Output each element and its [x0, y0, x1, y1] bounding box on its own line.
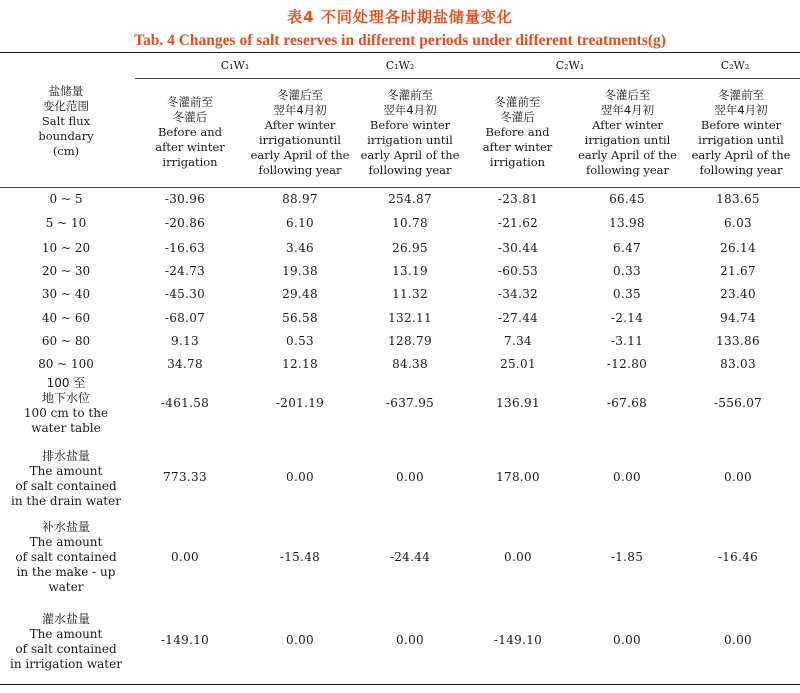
table-cell: 0.00 [396, 470, 424, 484]
row-label [0, 287, 132, 302]
table-cell: -15.48 [279, 550, 321, 564]
row-label-line: 10 ~ 20 [41, 241, 91, 255]
row-label-line: 补水盐量 [41, 520, 90, 534]
header-rule [0, 187, 800, 188]
table-cell: 7.34 [504, 334, 532, 348]
table-caption-cn: 表4 不同处理各时期盐储量变化 [287, 8, 513, 26]
table-cell: 13.19 [392, 264, 428, 278]
row-label [0, 264, 132, 279]
first-column-header: 盐储量 变化范围 Salt flux boundary (cm) [38, 84, 94, 158]
table-cell: -68.07 [164, 311, 206, 325]
table-cell: -45.30 [164, 287, 206, 301]
row-label-line: 100 至 [46, 376, 86, 390]
subheader-c2w2-before-april: 冬灌前至 翌年4月初 Before winter irrigation until early April of the following year [691, 88, 791, 177]
row-label [0, 612, 132, 672]
group-header-c1w1: C₁W₁ [220, 59, 250, 72]
group-header-c2w2: C₂W₂ [720, 59, 750, 72]
table-cell: 0.00 [504, 550, 532, 564]
row-label [0, 334, 132, 349]
row-label-line: in the drain water [11, 494, 121, 508]
row-label-line: 地下水位 [41, 391, 90, 405]
table-cell: 254.87 [388, 192, 432, 206]
row-label-line: in the make - up [16, 565, 116, 579]
row-label-line: 5 ~ 10 [45, 216, 87, 230]
table-cell: 0.00 [171, 550, 199, 564]
table-cell: 9.13 [171, 334, 199, 348]
table-cell: -149.10 [493, 633, 543, 647]
group-header-c1w2: C₁W₂ [385, 59, 415, 72]
row-label [0, 449, 132, 509]
row-label-line: 0 ~ 5 [49, 192, 83, 206]
row-label-line: of salt contained [15, 642, 117, 656]
table-cell: -34.32 [497, 287, 539, 301]
table-cell: 12.18 [282, 357, 318, 371]
table-cell: 66.45 [609, 192, 645, 206]
table-cell: 6.47 [613, 241, 641, 255]
table-cell: 13.98 [609, 216, 645, 230]
row-label-line: of salt contained [15, 479, 117, 493]
table-cell: 178.00 [496, 470, 540, 484]
row-label [0, 192, 132, 207]
table-cell: -461.58 [160, 396, 210, 410]
row-label-line: of salt contained [15, 550, 117, 564]
subheader-c1w1-after-april: 冬灌后至 翌年4月初 After winter irrigationuntil early April of the following year [250, 88, 350, 177]
row-label-line: 排水盐量 [41, 449, 90, 463]
table-cell: 0.53 [286, 334, 314, 348]
table-cell: -16.46 [717, 550, 759, 564]
table-cell: -12.80 [606, 357, 648, 371]
top-rule [0, 52, 800, 53]
table-cell: 26.14 [720, 241, 756, 255]
table-cell: -16.63 [164, 241, 206, 255]
row-label-line: 30 ~ 40 [41, 287, 91, 301]
table-cell: 56.58 [282, 311, 318, 325]
table-cell: 88.97 [282, 192, 318, 206]
table-cell: 3.46 [286, 241, 314, 255]
row-label [0, 376, 132, 436]
table-cell: 128.79 [388, 334, 432, 348]
table-cell: -20.86 [164, 216, 206, 230]
row-label [0, 241, 132, 256]
table-cell: 132.11 [388, 311, 432, 325]
table-cell: 0.00 [613, 633, 641, 647]
row-label [0, 520, 132, 595]
table-cell: -1.85 [610, 550, 644, 564]
table-cell: 6.03 [724, 216, 752, 230]
bottom-rule [0, 684, 800, 685]
row-label-line: 20 ~ 30 [41, 264, 91, 278]
row-label [0, 216, 132, 231]
table-cell: -21.62 [497, 216, 539, 230]
table-cell: 11.32 [392, 287, 428, 301]
table-cell: 25.01 [500, 357, 536, 371]
row-label-line: The amount [29, 627, 103, 641]
table-cell: 34.78 [167, 357, 203, 371]
table-cell: 19.38 [282, 264, 318, 278]
row-label-line: 灌水盐量 [41, 612, 90, 626]
table-cell: 23.40 [720, 287, 756, 301]
row-label-line: water [48, 580, 84, 594]
table-cell: 26.95 [392, 241, 428, 255]
table-cell: 0.00 [724, 470, 752, 484]
table-cell: 0.00 [724, 633, 752, 647]
subheader-c1w1-before-after: 冬灌前至 冬灌后 Before and after winter irrigation [155, 95, 225, 169]
table-cell: 84.38 [392, 357, 428, 371]
table-cell: 94.74 [720, 311, 756, 325]
row-label-line: 80 ~ 100 [38, 357, 94, 371]
table-cell: -149.10 [160, 633, 210, 647]
group-header-c2w1: C₂W₁ [555, 59, 585, 72]
table-cell: 0.00 [286, 633, 314, 647]
table-cell: -24.73 [164, 264, 206, 278]
table-cell: -27.44 [497, 311, 539, 325]
row-label-line: in irrigation water [10, 657, 122, 671]
table-cell: 29.48 [282, 287, 318, 301]
table-cell: 21.67 [720, 264, 756, 278]
subheader-c2w1-after-april: 冬灌后至 翌年4月初 After winter irrigation until early April of the following year [578, 88, 677, 177]
table-cell: 0.00 [396, 633, 424, 647]
table-caption-en: Tab. 4 Changes of salt reserves in different periods under different treatments(g) [134, 32, 666, 49]
row-label-line: The amount [29, 535, 103, 549]
table-cell: -60.53 [497, 264, 539, 278]
table-cell: 0.00 [613, 470, 641, 484]
table-cell: 6.10 [286, 216, 314, 230]
table-cell: -2.14 [610, 311, 644, 325]
subheader-c2w1-before-after: 冬灌前至 冬灌后 Before and after winter irrigation [482, 95, 553, 169]
row-label-line: 40 ~ 60 [41, 311, 91, 325]
subheader-c1w2-before-april: 冬灌前至 翌年4月初 Before winter irrigation until early April of the following year [360, 88, 460, 177]
row-label-line: 100 cm to the [23, 406, 109, 420]
table-cell: -3.11 [610, 334, 644, 348]
row-label-line: The amount [29, 464, 103, 478]
row-label [0, 311, 132, 326]
table-cell: 0.00 [286, 470, 314, 484]
table-cell: -30.96 [164, 192, 206, 206]
table-cell: -201.19 [275, 396, 325, 410]
row-label-line: 60 ~ 80 [41, 334, 91, 348]
table-cell: 773.33 [163, 470, 207, 484]
table-cell: -556.07 [713, 396, 763, 410]
group-rule [135, 78, 800, 79]
table-cell: 0.35 [613, 287, 641, 301]
table-cell: 83.03 [720, 357, 756, 371]
table-cell: 183.65 [716, 192, 760, 206]
row-label [0, 357, 132, 372]
table-cell: -67.68 [606, 396, 648, 410]
table-cell: 10.78 [392, 216, 428, 230]
table-cell: 0.33 [613, 264, 641, 278]
table-cell: -23.81 [497, 192, 539, 206]
row-label-line: water table [31, 421, 101, 435]
table-cell: 133.86 [716, 334, 760, 348]
table-cell: -24.44 [389, 550, 431, 564]
table-cell: -30.44 [497, 241, 539, 255]
table-cell: 136.91 [496, 396, 540, 410]
table-cell: -637.95 [385, 396, 435, 410]
